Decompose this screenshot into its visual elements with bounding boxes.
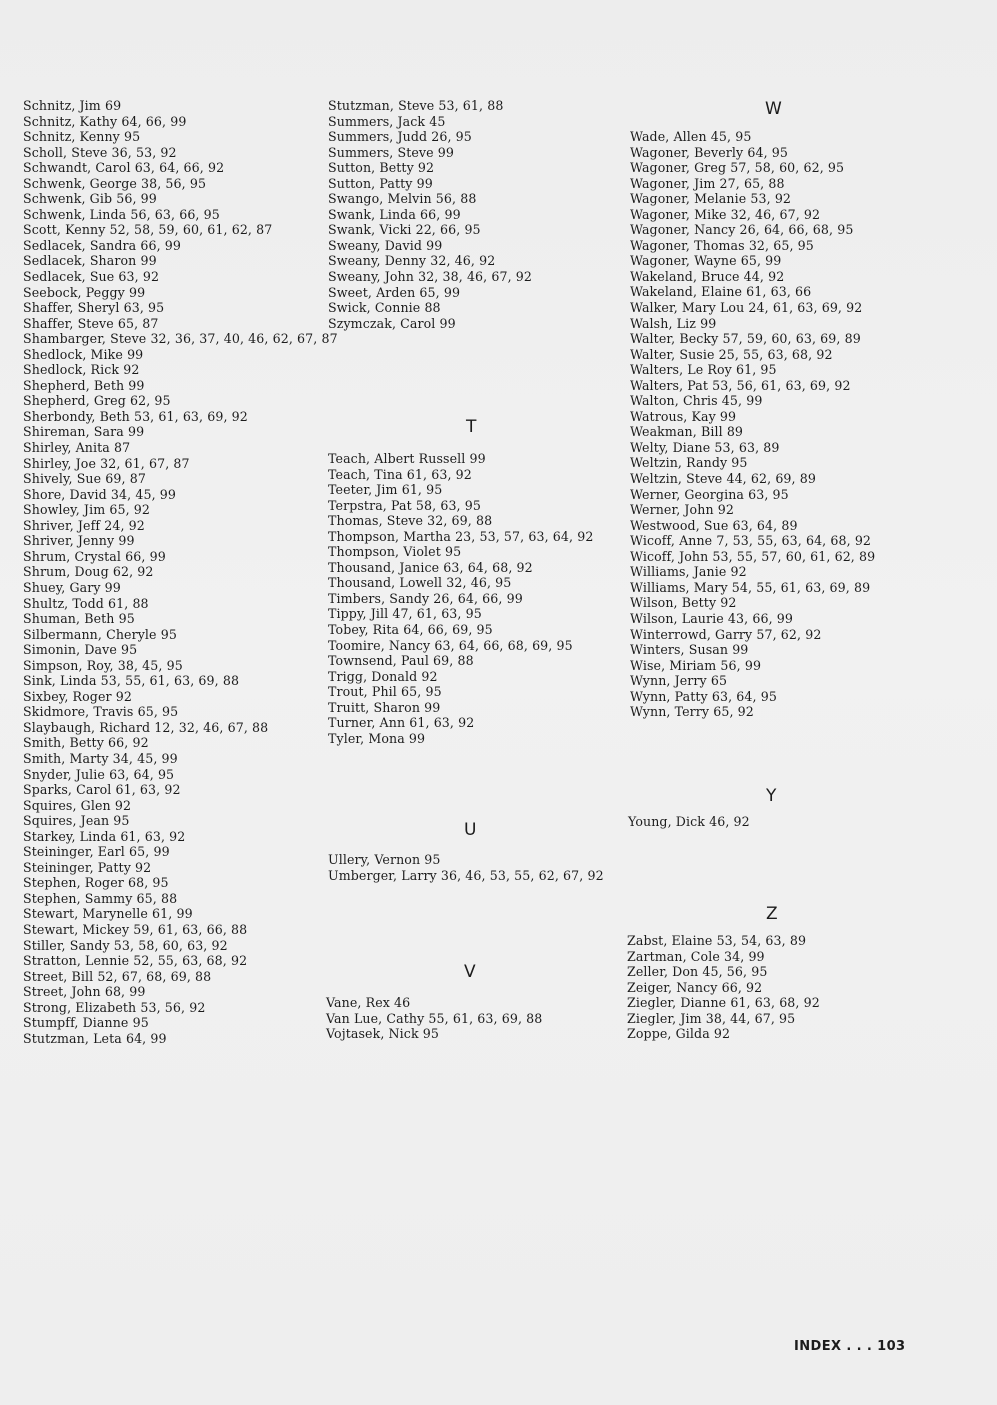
index-entry: Zoppe, Gilda 92	[627, 1026, 731, 1042]
index-entry: Stutzman, Steve 53, 61, 88	[328, 98, 504, 113]
index-entry: Sedlacek, Sue 63, 92	[23, 269, 160, 285]
index-entry: Shirley, Anita 87	[23, 440, 131, 456]
index-column-3-w	[630, 129, 875, 720]
index-entry: Shirley, Joe 32, 61, 67, 87	[23, 455, 190, 471]
index-entry: Shedlock, Rick 92	[23, 362, 140, 378]
index-entry: Simpson, Roy, 38, 45, 95	[23, 657, 183, 673]
index-entry: Truitt, Sharon 99	[328, 699, 441, 715]
index-entry: Williams, Mary 54, 55, 61, 63, 69, 89	[630, 579, 871, 595]
index-entry: Stephen, Sammy 65, 88	[23, 890, 178, 906]
index-entry: Shireman, Sara 99	[23, 424, 145, 440]
index-entry: Sherbondy, Beth 53, 61, 63, 69, 92	[23, 408, 248, 424]
index-entry: Werner, John 92	[630, 502, 734, 518]
index-entry: Winterrowd, Garry 57, 62, 92	[630, 626, 822, 642]
index-entry: Wagoner, Beverly 64, 95	[630, 144, 789, 160]
index-entry: Wakeland, Bruce 44, 92	[630, 268, 785, 284]
index-entry: Shore, David 34, 45, 99	[23, 486, 177, 502]
index-entry: Tobey, Rita 64, 66, 69, 95	[328, 622, 493, 638]
index-entry: Szymczak, Carol 99	[328, 315, 456, 331]
index-entry: Showley, Jim 65, 92	[23, 502, 151, 518]
index-entry: Shedlock, Mike 99	[23, 346, 144, 362]
index-entry: Young, Dick 46, 92	[628, 814, 750, 829]
index-entry: Werner, Georgina 63, 95	[630, 486, 789, 502]
index-entry: Walker, Mary Lou 24, 61, 63, 69, 92	[630, 300, 863, 316]
index-entry: Silbermann, Cheryle 95	[23, 626, 177, 642]
index-entry: Weltzin, Randy 95	[630, 455, 748, 471]
index-entry: Zeller, Don 45, 56, 95	[627, 964, 768, 980]
index-column-3-z	[627, 933, 820, 1042]
index-entry: Smith, Betty 66, 92	[23, 735, 149, 751]
index-entry: Wynn, Terry 65, 92	[630, 704, 754, 720]
index-entry: Sweany, Denny 32, 46, 92	[328, 253, 496, 269]
index-entry: Schwenk, George 38, 56, 95	[23, 175, 207, 191]
index-entry: Terpstra, Pat 58, 63, 95	[328, 497, 481, 513]
index-entry: Scott, Kenny 52, 58, 59, 60, 61, 62, 87	[23, 222, 273, 238]
index-entry: Wagoner, Nancy 26, 64, 66, 68, 95	[630, 222, 854, 238]
index-entry: Ziegler, Dianne 61, 63, 68, 92	[627, 995, 820, 1011]
index-entry: Weakman, Bill 89	[630, 424, 744, 440]
index-entry: Sutton, Betty 92	[328, 160, 435, 176]
index-entry: Walters, Le Roy 61, 95	[630, 362, 777, 378]
index-entry: Shepherd, Beth 99	[23, 377, 145, 393]
index-entry: Walsh, Liz 99	[630, 315, 717, 331]
index-entry: Wagoner, Jim 27, 65, 88	[630, 175, 785, 191]
index-entry: Welty, Diane 53, 63, 89	[630, 439, 780, 455]
letter-heading-v: V	[464, 962, 476, 982]
letter-heading-u: U	[464, 820, 477, 840]
index-entry: Simonin, Dave 95	[23, 642, 138, 658]
index-entry: Summers, Judd 26, 95	[328, 129, 472, 145]
index-entry: Weltzin, Steve 44, 62, 69, 89	[630, 471, 816, 487]
page-footer: INDEX . . . 103	[794, 1339, 906, 1354]
index-entry: Scholl, Steve 36, 53, 92	[23, 144, 177, 160]
index-entry: Slaybaugh, Richard 12, 32, 46, 67, 88	[23, 719, 269, 735]
index-entry: Trout, Phil 65, 95	[328, 684, 442, 700]
index-entry: Zeiger, Nancy 66, 92	[627, 979, 763, 995]
index-entry: Thompson, Violet 95	[328, 544, 462, 560]
index-entry: Sweet, Arden 65, 99	[328, 284, 461, 300]
index-entry: Umberger, Larry 36, 46, 53, 55, 62, 67, 92	[328, 867, 604, 883]
letter-heading-y: Y	[766, 786, 777, 806]
index-entry: Squires, Glen 92	[23, 797, 132, 813]
index-entry: Stutzman, Leta 64, 99	[23, 1030, 167, 1046]
index-column-1	[23, 98, 338, 1046]
index-entry: Swank, Linda 66, 99	[328, 206, 461, 222]
index-entry: Wynn, Jerry 65	[630, 673, 728, 689]
index-entry: Williams, Janie 92	[630, 564, 747, 580]
index-entry: Squires, Jean 95	[23, 813, 130, 829]
index-entry: Snyder, Julie 63, 64, 95	[23, 766, 175, 782]
index-entry: Toomire, Nancy 63, 64, 66, 68, 69, 95	[328, 637, 573, 653]
index-entry: Thousand, Lowell 32, 46, 95	[328, 575, 512, 591]
index-entry: Seebock, Peggy 99	[23, 284, 146, 300]
index-entry: Schwandt, Carol 63, 64, 66, 92	[23, 160, 225, 176]
index-entry: Sweany, John 32, 38, 46, 67, 92	[328, 269, 533, 285]
index-entry: Wagoner, Mike 32, 46, 67, 92	[630, 206, 821, 222]
index-entry: Turner, Ann 61, 63, 92	[328, 715, 475, 731]
index-entry: Stumpff, Dianne 95	[23, 1015, 149, 1031]
index-entry: Shepherd, Greg 62, 95	[23, 393, 171, 409]
index-entry: Shuman, Beth 95	[23, 611, 135, 627]
index-entry: Shrum, Crystal 66, 99	[23, 548, 166, 564]
index-entry: Sutton, Patty 99	[328, 175, 433, 191]
index-entry: Shaffer, Sheryl 63, 95	[23, 300, 165, 316]
letter-heading-z: Z	[766, 904, 778, 924]
index-entry: Zartman, Cole 34, 99	[627, 948, 765, 964]
index-entry: Wilson, Betty 92	[630, 595, 737, 611]
index-entry: Stratton, Lennie 52, 55, 63, 68, 92	[23, 953, 248, 969]
index-column-2-s	[328, 98, 532, 331]
index-entry: Teeter, Jim 61, 95	[328, 482, 443, 498]
index-column-3-y	[628, 814, 750, 830]
index-entry: Sixbey, Roger 92	[23, 688, 132, 704]
index-entry: Swango, Melvin 56, 88	[328, 191, 477, 207]
index-entry: Tippy, Jill 47, 61, 63, 95	[328, 606, 482, 622]
index-entry: Westwood, Sue 63, 64, 89	[630, 517, 798, 533]
index-entry: Trigg, Donald 92	[328, 668, 438, 684]
index-entry: Street, John 68, 99	[23, 984, 146, 1000]
index-column-2-t	[328, 451, 593, 746]
index-entry: Wagoner, Greg 57, 58, 60, 62, 95	[630, 160, 845, 176]
index-entry: Starkey, Linda 61, 63, 92	[23, 828, 186, 844]
index-entry: Summers, Jack 45	[328, 113, 446, 129]
index-entry: Wade, Allen 45, 95	[630, 129, 752, 144]
index-entry: Steininger, Earl 65, 99	[23, 844, 170, 860]
index-entry: Smith, Marty 34, 45, 99	[23, 750, 178, 766]
index-entry: Ziegler, Jim 38, 44, 67, 95	[627, 1010, 796, 1026]
index-column-2-u	[328, 852, 604, 883]
index-entry: Shriver, Jeff 24, 92	[23, 517, 145, 533]
index-column-2-v	[326, 995, 542, 1042]
index-entry: Ullery, Vernon 95	[328, 852, 441, 867]
index-entry: Thousand, Janice 63, 64, 68, 92	[328, 559, 533, 575]
index-entry: Wicoff, Anne 7, 53, 55, 63, 64, 68, 92	[630, 533, 872, 549]
index-entry: Walton, Chris 45, 99	[630, 393, 763, 409]
index-entry: Watrous, Kay 99	[630, 408, 737, 424]
index-entry: Strong, Elizabeth 53, 56, 92	[23, 999, 206, 1015]
index-entry: Shultz, Todd 61, 88	[23, 595, 149, 611]
index-entry: Shuey, Gary 99	[23, 579, 121, 595]
index-entry: Wagoner, Melanie 53, 92	[630, 191, 792, 207]
index-entry: Schwenk, Linda 56, 63, 66, 95	[23, 206, 220, 222]
index-entry: Shrum, Doug 62, 92	[23, 564, 154, 580]
index-entry: Zabst, Elaine 53, 54, 63, 89	[627, 933, 807, 948]
letter-heading-w: W	[765, 99, 782, 119]
index-entry: Schwenk, Gib 56, 99	[23, 191, 157, 207]
index-entry: Wagoner, Thomas 32, 65, 95	[630, 237, 814, 253]
index-entry: Sedlacek, Sandra 66, 99	[23, 237, 182, 253]
index-entry: Steininger, Patty 92	[23, 859, 152, 875]
index-entry: Schnitz, Kenny 95	[23, 129, 141, 145]
index-entry: Teach, Albert Russell 99	[328, 451, 486, 466]
index-entry: Teach, Tina 61, 63, 92	[328, 466, 472, 482]
index-entry: Van Lue, Cathy 55, 61, 63, 69, 88	[326, 1010, 543, 1026]
index-entry: Wagoner, Wayne 65, 99	[630, 253, 782, 269]
index-entry: Townsend, Paul 69, 88	[328, 653, 474, 669]
index-entry: Thomas, Steve 32, 69, 88	[328, 513, 493, 529]
index-entry: Tyler, Mona 99	[328, 730, 426, 746]
index-entry: Shriver, Jenny 99	[23, 533, 135, 549]
index-entry: Stephen, Roger 68, 95	[23, 875, 169, 891]
index-entry: Winters, Susan 99	[630, 642, 749, 658]
index-entry: Vojtasek, Nick 95	[326, 1026, 440, 1042]
index-entry: Shively, Sue 69, 87	[23, 471, 146, 487]
index-entry: Street, Bill 52, 67, 68, 69, 88	[23, 968, 212, 984]
index-entry: Walter, Susie 25, 55, 63, 68, 92	[630, 346, 833, 362]
index-entry: Wynn, Patty 63, 64, 95	[630, 688, 777, 704]
index-entry: Thompson, Martha 23, 53, 57, 63, 64, 92	[328, 528, 594, 544]
index-entry: Wise, Miriam 56, 99	[630, 657, 762, 673]
index-entry: Walters, Pat 53, 56, 61, 63, 69, 92	[630, 377, 851, 393]
letter-heading-t: T	[466, 417, 477, 437]
index-entry: Shaffer, Steve 65, 87	[23, 315, 159, 331]
index-entry: Vane, Rex 46	[326, 995, 411, 1010]
index-entry: Sparks, Carol 61, 63, 92	[23, 782, 181, 798]
index-entry: Walter, Becky 57, 59, 60, 63, 69, 89	[630, 331, 861, 347]
index-entry: Sink, Linda 53, 55, 61, 63, 69, 88	[23, 673, 240, 689]
index-entry: Stewart, Mickey 59, 61, 63, 66, 88	[23, 921, 248, 937]
index-entry: Stiller, Sandy 53, 58, 60, 63, 92	[23, 937, 228, 953]
index-entry: Schnitz, Jim 69	[23, 98, 122, 113]
index-entry: Shambarger, Steve 32, 36, 37, 40, 46, 62, 67, 87	[23, 331, 338, 347]
index-entry: Swank, Vicki 22, 66, 95	[328, 222, 481, 238]
index-entry: Swick, Connie 88	[328, 300, 441, 316]
index-entry: Summers, Steve 99	[328, 144, 455, 160]
index-entry: Stewart, Marynelle 61, 99	[23, 906, 193, 922]
index-entry: Wicoff, John 53, 55, 57, 60, 61, 62, 89	[630, 548, 876, 564]
index-entry: Schnitz, Kathy 64, 66, 99	[23, 113, 187, 129]
index-entry: Wilson, Laurie 43, 66, 99	[630, 610, 794, 626]
index-entry: Wakeland, Elaine 61, 63, 66	[630, 284, 812, 300]
index-entry: Sedlacek, Sharon 99	[23, 253, 157, 269]
index-entry: Skidmore, Travis 65, 95	[23, 704, 179, 720]
index-entry: Sweany, David 99	[328, 237, 443, 253]
index-entry: Timbers, Sandy 26, 64, 66, 99	[328, 590, 523, 606]
